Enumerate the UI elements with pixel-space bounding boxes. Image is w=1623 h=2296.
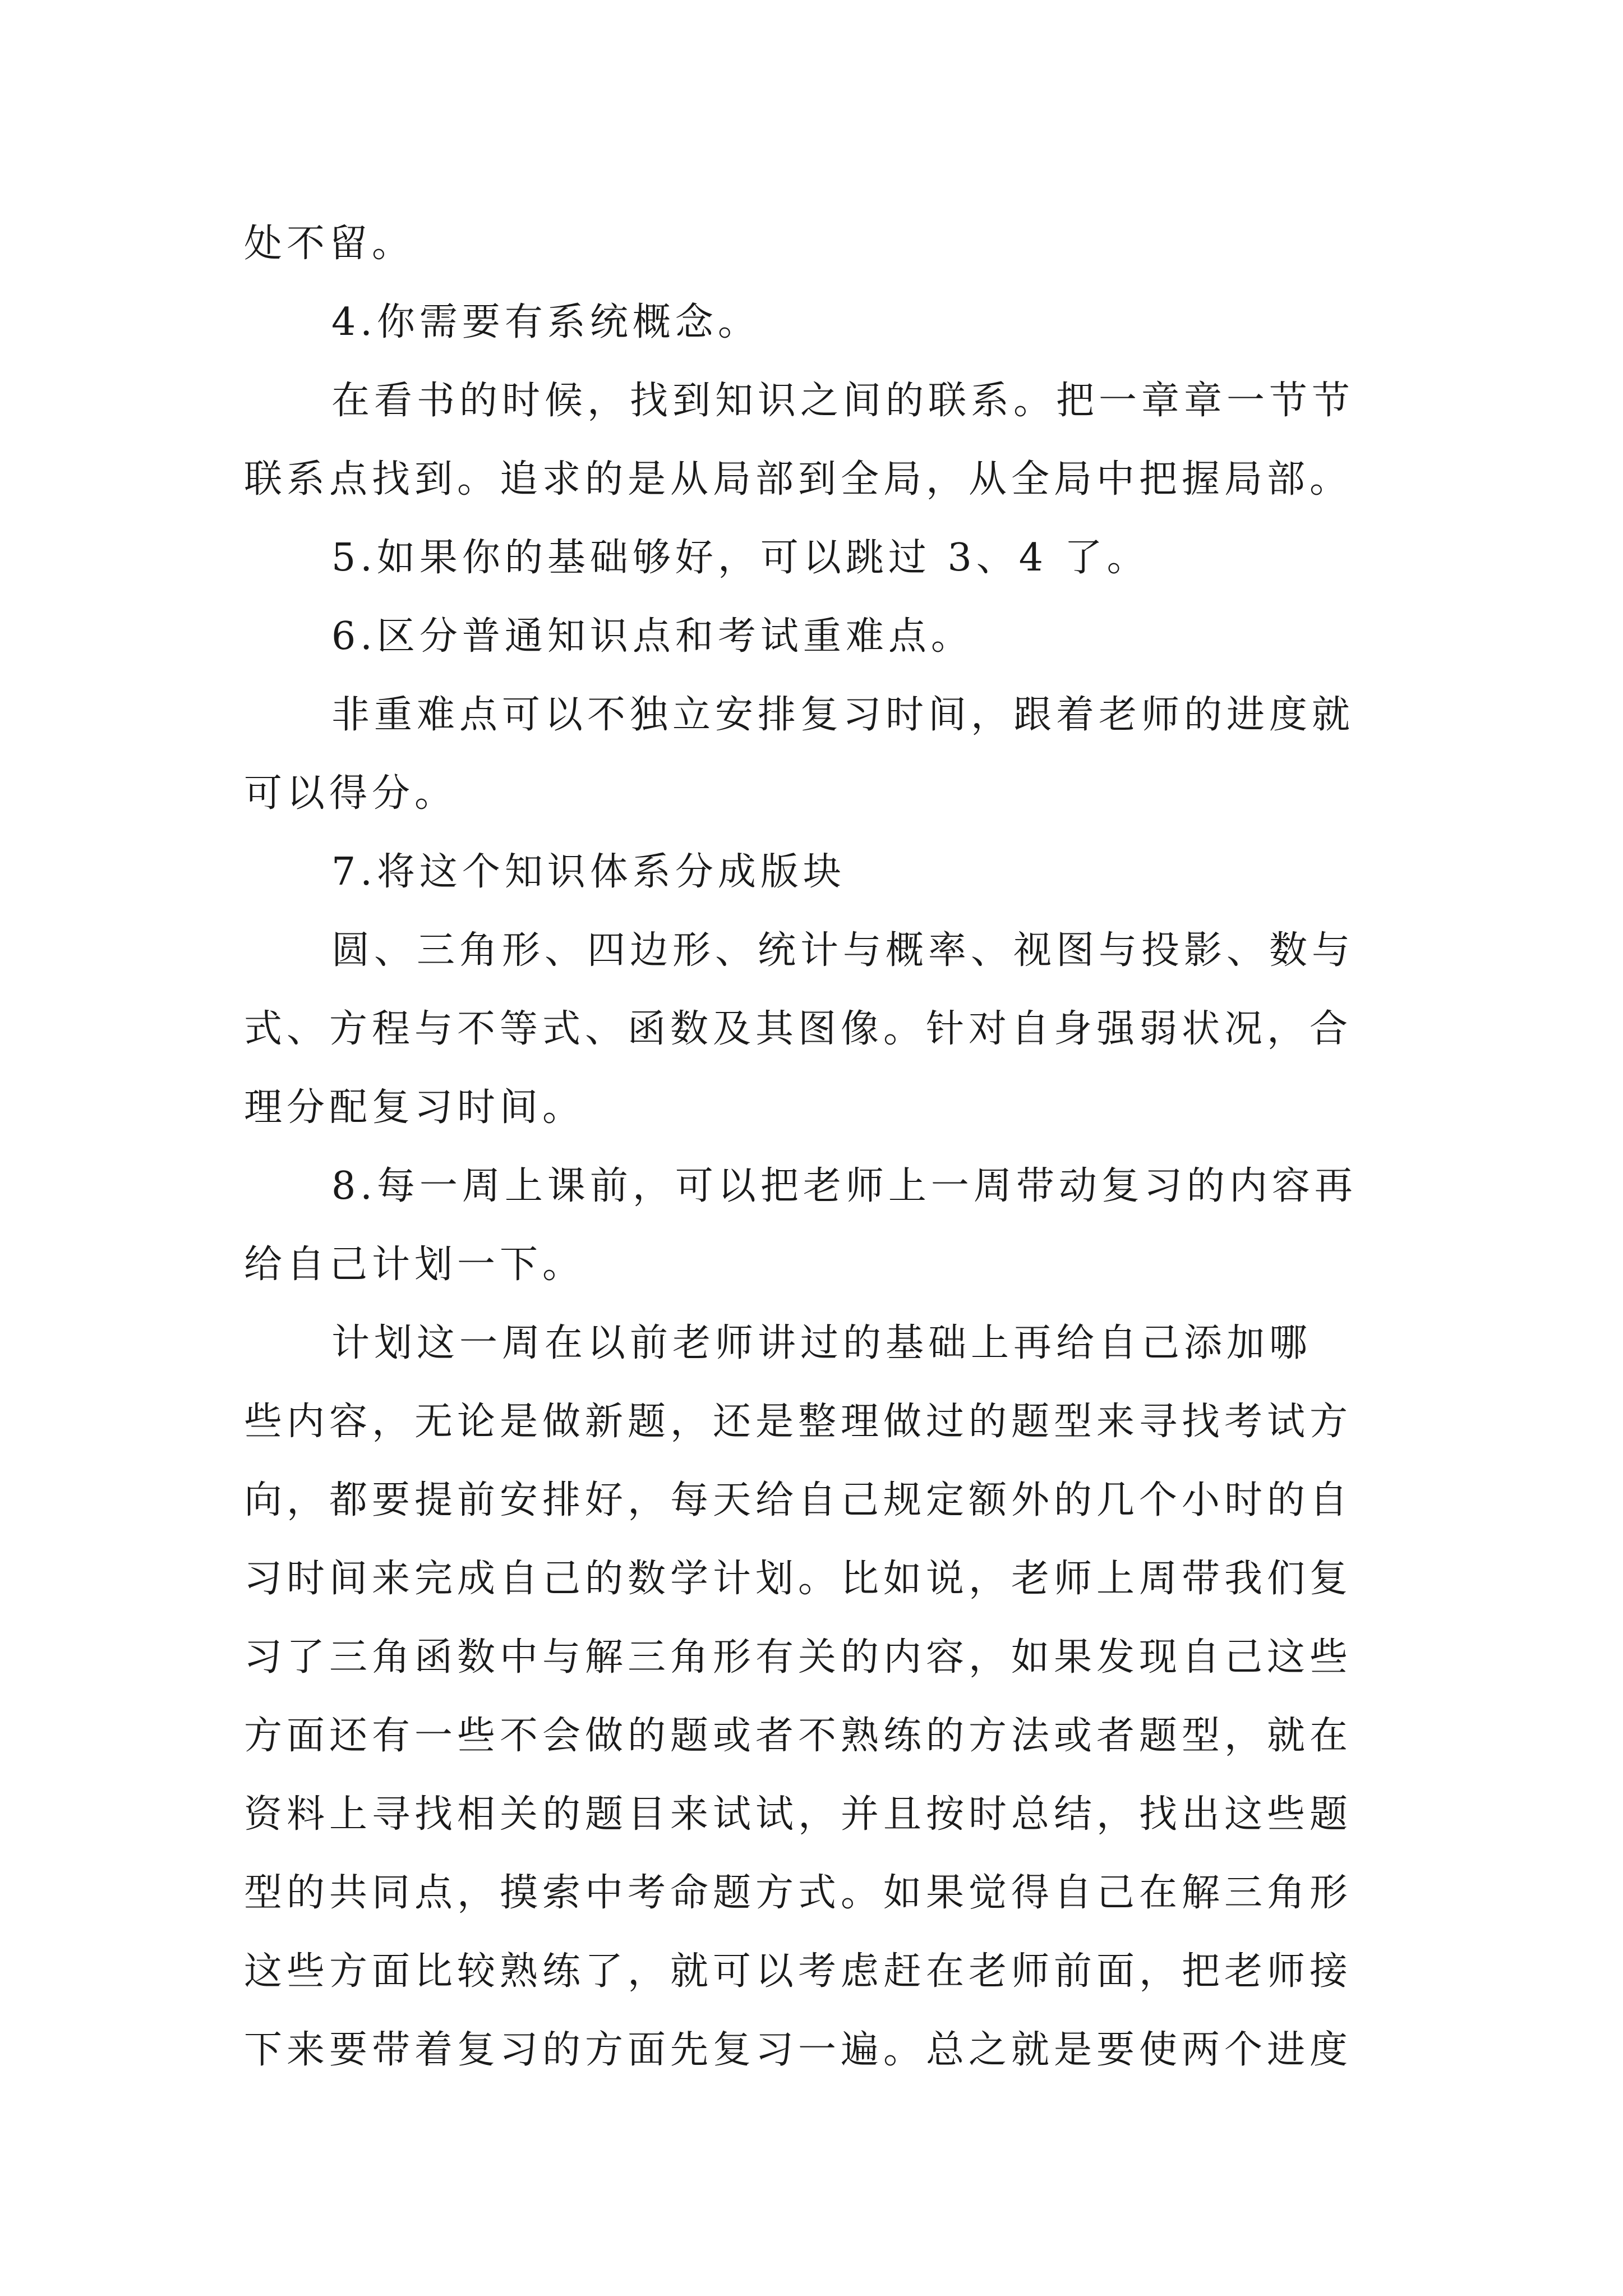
- body-text: [244, 205, 1382, 2090]
- text-line-19: 习了三角函数中与解三角形有关的内容，如果发现自己这些: [244, 1635, 1353, 1680]
- text-line-8: 可以得分。: [244, 771, 458, 816]
- text-line-14: 给自己计划一下。: [244, 1243, 585, 1287]
- text-line-7: 非重难点可以不独立安排复习时间，跟着老师的进度就: [331, 693, 1355, 737]
- text-line-4: 联系点找到。追求的是从局部到全局，从全局中把握局部。: [244, 457, 1353, 501]
- text-line-5: 5.如果你的基础够好，可以跳过 3、4 了。: [331, 536, 1150, 580]
- text-line-21: 资料上寻找相关的题目来试试，并且按时总结，找出这些题: [244, 1792, 1353, 1837]
- text-line-20: 方面还有一些不会做的题或者不熟练的方法或者题型，就在: [244, 1714, 1353, 1758]
- text-line-15: 计划这一周在以前老师讲过的基础上再给自己添加哪: [331, 1321, 1312, 1365]
- text-line-13: 8.每一周上课前，可以把老师上一周带动复习的内容再: [331, 1164, 1357, 1208]
- text-line-10: 圆、三角形、四边形、统计与概率、视图与投影、数与: [331, 928, 1355, 973]
- text-line-16: 些内容，无论是做新题，还是整理做过的题型来寻找考试方: [244, 1400, 1353, 1444]
- text-line-24: 下来要带着复习的方面先复习一遍。总之就是要使两个进度: [244, 2028, 1353, 2072]
- text-line-9: 7.将这个知识体系分成版块: [331, 850, 846, 894]
- text-line-23: 这些方面比较熟练了，就可以考虑赶在老师前面，把老师接: [244, 1949, 1353, 1994]
- text-line-12: 理分配复习时间。: [244, 1085, 585, 1130]
- text-line-17: 向，都要提前安排好，每天给自己规定额外的几个小时的自: [244, 1478, 1353, 1522]
- text-line-3: 在看书的时候，找到知识之间的联系。把一章章一节节: [331, 379, 1355, 423]
- text-line-11: 式、方程与不等式、函数及其图像。针对自身强弱状况，合: [244, 1007, 1353, 1051]
- text-line-2: 4.你需要有系统概念。: [331, 300, 760, 344]
- text-line-18: 习时间来完成自己的数学计划。比如说，老师上周带我们复: [244, 1557, 1353, 1601]
- text-line-1: 处不留。: [244, 222, 415, 266]
- text-line-6: 6.区分普通知识点和考试重难点。: [331, 614, 974, 659]
- text-line-22: 型的共同点，摸索中考命题方式。如果觉得自己在解三角形: [244, 1871, 1353, 1915]
